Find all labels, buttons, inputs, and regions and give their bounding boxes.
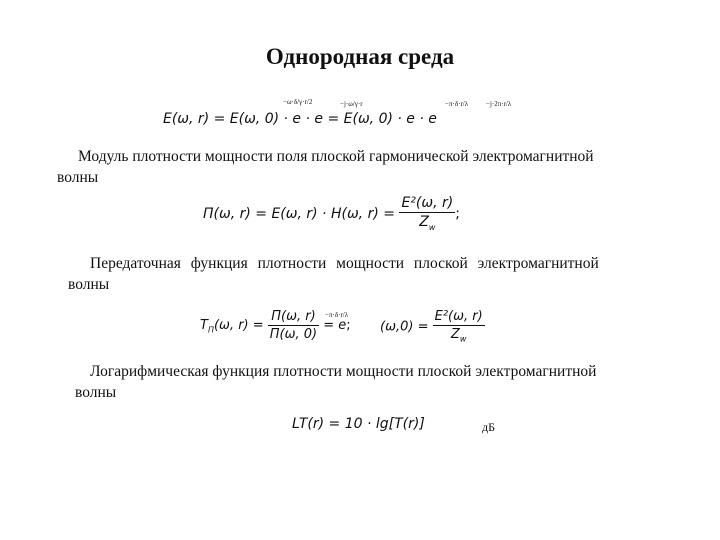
paragraph-line: волны — [75, 384, 117, 401]
paragraph-power-density — [78, 146, 594, 167]
formula-denominator: $Z_w$ — [433, 325, 485, 344]
formula-exponent: −π·δ·r/λ — [325, 311, 349, 319]
paragraph-log-function-continued — [75, 382, 116, 403]
formula-lhs: $T_П(\omega$, r) = — [200, 318, 264, 335]
paragraph-log-function — [90, 361, 596, 382]
page-title: Однородная среда — [265, 44, 455, 69]
formula-log-text: LT(r) = 10 · lg[T(r)] — [292, 416, 425, 432]
formula-fraction — [433, 310, 485, 344]
formula-field-magnitude — [163, 112, 437, 126]
formula-denominator: П(ω, 0) — [269, 327, 318, 342]
formula-denominator: $Z_w$ — [399, 212, 455, 232]
formula-fraction — [399, 196, 455, 232]
paragraph-line: Модуль плотности мощности поля плоской гармонической электромагнитной — [78, 148, 594, 165]
formula-lhs: П(ω, r) = E(ω, r) · H(ω, r) = — [203, 205, 395, 222]
formula-transfer-function-b — [380, 310, 485, 344]
formula-exp: = e — [323, 318, 347, 333]
formula-exponent: −π·δ·r/λ — [445, 100, 469, 108]
formula-numerator: E²(ω, r) — [401, 195, 454, 211]
paragraph-line: Логарифмическая функция плотности мощности плоской электромагнитной — [90, 363, 597, 380]
paragraph-transfer-function — [90, 253, 599, 274]
formula-exponent: −j·ω/γ·r — [340, 100, 363, 108]
paragraph-line: волны — [68, 276, 110, 293]
paragraph-line: волны — [57, 169, 99, 186]
formula-log-function — [292, 417, 425, 431]
paragraph-line: Передаточная функция плотности мощности плоской электромагнитной — [90, 255, 599, 272]
formula-numerator: E²(ω, r) — [434, 309, 483, 324]
formula-numerator: П(ω, r) — [271, 309, 316, 324]
formula-field-magnitude-text: E(ω, r) = E(ω, 0) · e · e = E(ω, 0) · e · e — [163, 111, 437, 127]
formula-exponent: −j·2π·r/λ — [486, 100, 512, 108]
formula-exponent: −ω·δ/γ·r/2 — [283, 98, 313, 106]
formula-power-density: П(ω, r) = E(ω, r) · H(ω, r) = $\frac{\text{E²(ω, r)}}{Z_w}$ ; — [203, 195, 460, 232]
unit-decibel: дБ — [482, 420, 495, 434]
formula-transfer-function: $T_П(\omega$, r) = $\frac{П(\omega, r)}{П(\omega, 0)}$ = e; — [200, 309, 351, 342]
formula-lhs: (ω,0) = — [380, 319, 429, 335]
paragraph-transfer-function-continued — [68, 274, 109, 295]
paragraph-power-density-continued — [57, 167, 98, 188]
formula-fraction — [268, 310, 319, 341]
